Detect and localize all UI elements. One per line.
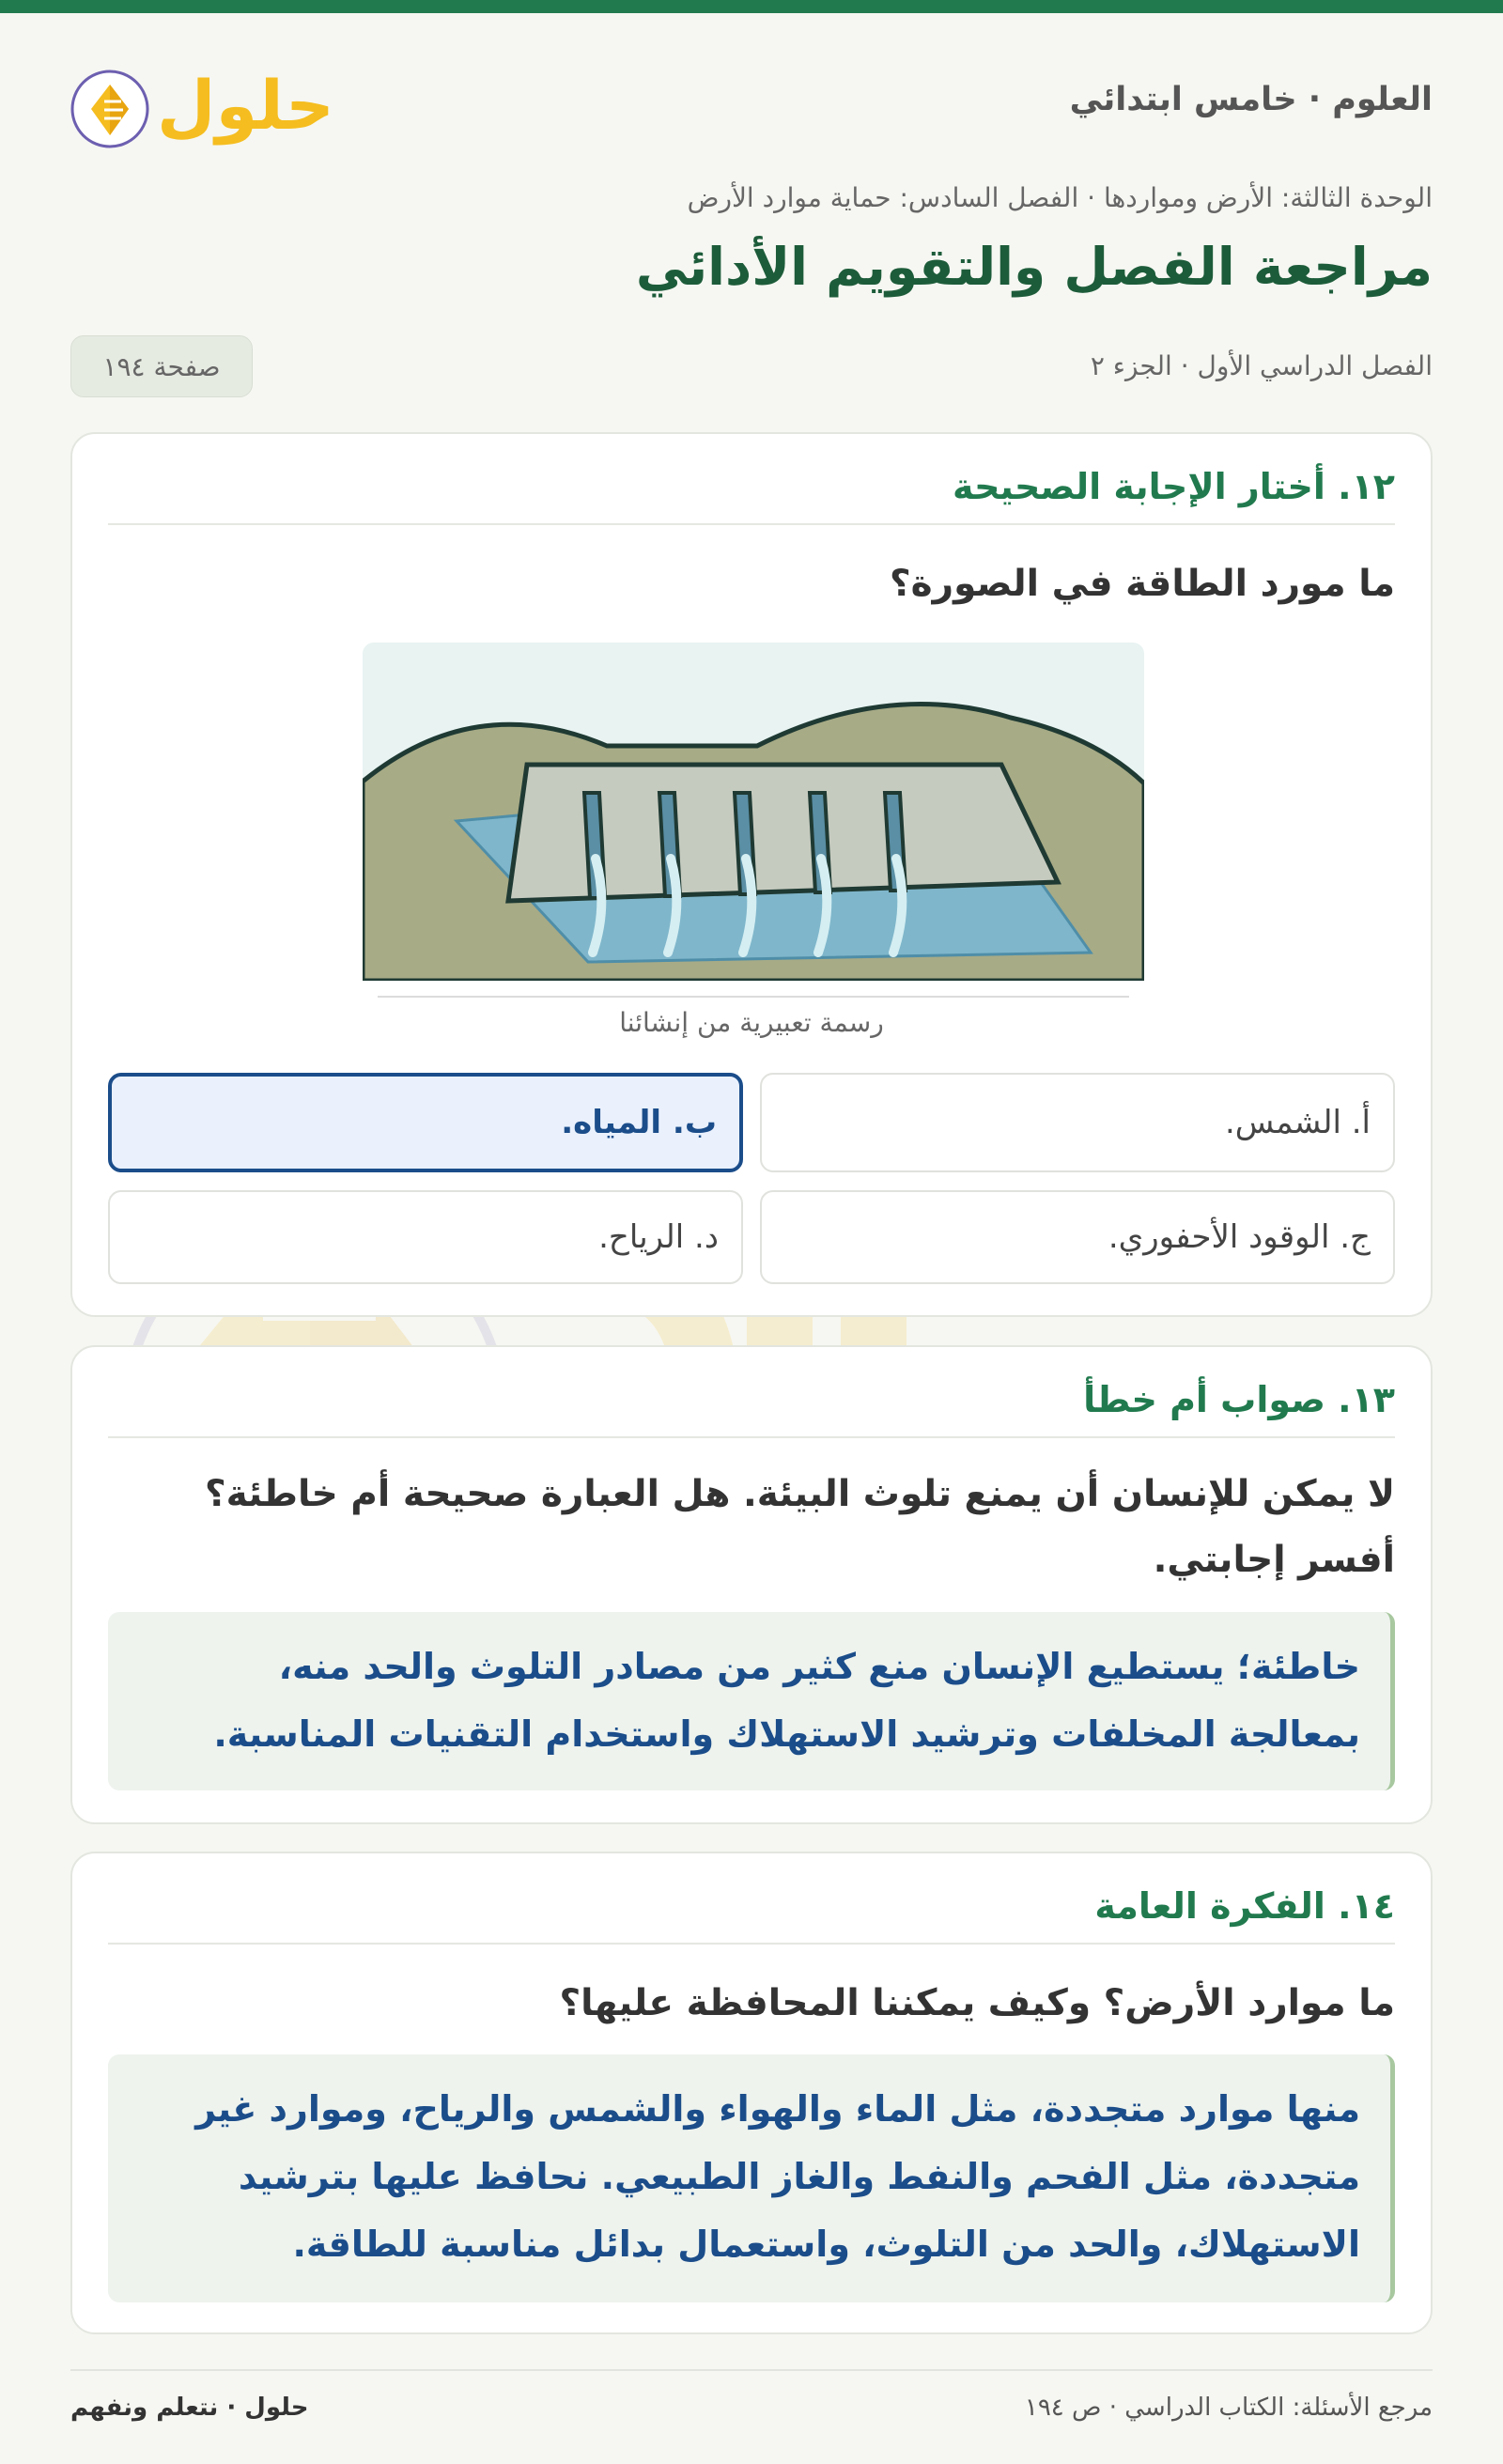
answer-box (108, 2054, 1395, 2302)
question-card-13 (70, 1345, 1433, 1824)
footer-brand: حلول · نتعلم ونفهم (70, 2394, 309, 2422)
question-heading: ١٢. أختار الإجابة الصحيحة (953, 466, 1395, 507)
footer-reference: مرجع الأسئلة: الكتاب الدراسي · ص ١٩٤ (1024, 2394, 1433, 2422)
option-label: د. الرياح. (598, 1218, 719, 1256)
option-d[interactable] (108, 1190, 743, 1284)
answer-box (108, 1612, 1395, 1790)
option-c[interactable] (760, 1190, 1395, 1284)
site-logo[interactable] (70, 58, 334, 152)
option-b-selected[interactable] (108, 1073, 743, 1172)
option-label: أ. الشمس. (1224, 1104, 1371, 1141)
footer-divider (70, 2369, 1433, 2371)
question-card-14 (70, 1852, 1433, 2334)
logo-text: حلول (157, 66, 334, 145)
question-heading: ١٤. الفكرة العامة (1094, 1885, 1395, 1927)
question-text: ما موارد الأرض؟ وكيف يمكننا المحافظة عليها؟ (559, 1982, 1395, 2024)
figure-caption: رسمة تعبيرية من إنشائنا (619, 1007, 884, 1038)
unit-breadcrumb: الوحدة الثالثة: الأرض ومواردها · الفصل السادس: حماية موارد الأرض (687, 182, 1433, 213)
option-label: ب. المياه. (561, 1104, 717, 1141)
page-header (70, 58, 1433, 152)
question-header (108, 1347, 1395, 1438)
answer-text: منها موارد متجددة، مثل الماء والهواء والشمس والرياح، وموارد غير متجددة، مثل الفحم والنفط والغاز الطبيعي. نحافظ عليها بترشيد الاستهلاك، والحد من التلوث، واستعمال بدائل مناسبة للطاقة. (195, 2088, 1360, 2265)
question-heading: ١٣. صواب أم خطأ (1083, 1379, 1395, 1420)
caption-divider (378, 996, 1129, 998)
page-number-badge: صفحة ١٩٤ (70, 335, 253, 397)
question-card-12 (70, 432, 1433, 1317)
option-a[interactable] (760, 1073, 1395, 1172)
question-header (108, 434, 1395, 525)
answer-text: خاطئة؛ يستطيع الإنسان منع كثير من مصادر التلوث والحد منه، بمعالجة المخلفات وترشيد الاستهلاك واستخدام التقنيات المناسبة. (213, 1646, 1360, 1755)
page-title: مراجعة الفصل والتقويم الأدائي (635, 237, 1433, 297)
question-header (108, 1853, 1395, 1945)
dam-illustration (363, 643, 1144, 981)
subject-label: العلوم · خامس ابتدائي (1069, 81, 1433, 118)
term-label: الفصل الدراسي الأول · الجزء ٢ (1090, 350, 1433, 381)
top-accent-bar (0, 0, 1503, 13)
question-text: لا يمكن للإنسان أن يمنع تلوث البيئة. هل العبارة صحيحة أم خاطئة؟ أفسر إجابتي. (205, 1473, 1395, 1581)
question-text: ما مورد الطاقة في الصورة؟ (890, 563, 1395, 605)
option-label: ج. الوقود الأحفوري. (1108, 1218, 1371, 1256)
